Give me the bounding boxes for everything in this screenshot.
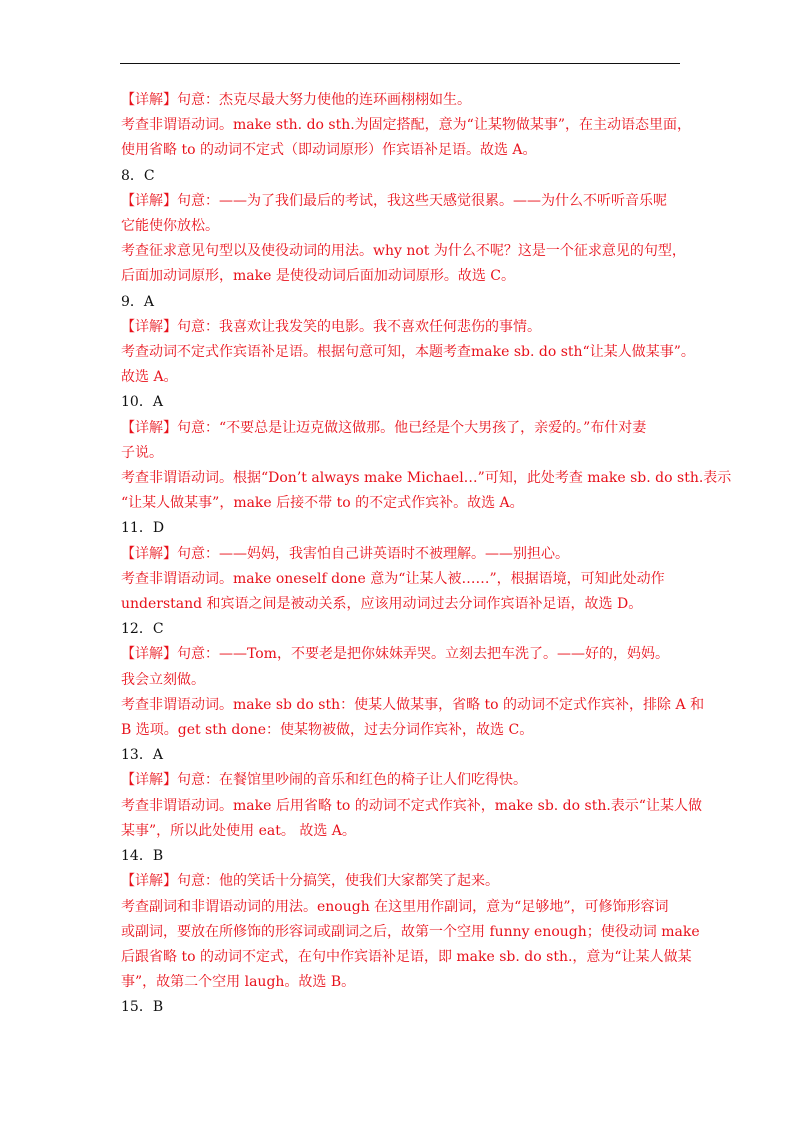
answer-explanations bbox=[121, 88, 732, 1021]
explanation-line: 考查非谓语动词。make sth. do sth.为固定搭配，意为“让某物做某事”，在主动语态里面， bbox=[121, 117, 691, 134]
explanation-line: 事”，故第二个空用 laugh。故选 B。 bbox=[121, 974, 356, 991]
question-number: 14．B bbox=[121, 848, 164, 865]
question-number: 10．A bbox=[121, 394, 163, 411]
question-number: 12．C bbox=[121, 621, 164, 638]
explanation-line: 【详解】句意：他的笑话十分搞笑，使我们大家都笑了起来。 bbox=[121, 873, 499, 890]
explanation-line: 【详解】句意：——Tom，不要老是把你妹妹弄哭。立刻去把车洗了。——好的，妈妈。 bbox=[121, 646, 669, 663]
explanation-line: 考查非谓语动词。make sb do sth：使某人做某事，省略 to 的动词不定式作宾补，排除 A 和 bbox=[121, 696, 705, 713]
explanation-line: 子说。 bbox=[121, 444, 163, 461]
explanation-line: 使用省略 to 的动词不定式（即动词原形）作宾语补足语。故选 A。 bbox=[121, 142, 537, 159]
explanation-line: B 选项。get sth done：使某物被做，过去分词作宾补，故选 C。 bbox=[121, 722, 534, 739]
explanation-line: 【详解】句意：我喜欢让我发笑的电影。我不喜欢任何悲伤的事情。 bbox=[121, 318, 541, 335]
explanation-line: 某事”，所以此处使用 eat。 故选 A。 bbox=[121, 822, 356, 839]
explanation-line: 【详解】句意：“不要总是让迈克做这做那。他已经是个大男孩了，亲爱的。”布什对妻 bbox=[121, 419, 647, 436]
explanation-line: 考查征求意见句型以及使役动词的用法。why not 为什么不呢？这是一个征求意见的句型， bbox=[121, 243, 686, 260]
explanation-line: 【详解】句意：——妈妈，我害怕自己讲英语时不被理解。——别担心。 bbox=[121, 545, 569, 562]
question-number: 8．C bbox=[121, 167, 155, 184]
explanation-line: 后跟省略 to 的动词不定式，在句中作宾语补足语，即 make sb. do sth.，意为“让某人做某 bbox=[121, 948, 692, 965]
explanation-line: 考查非谓语动词。根据“Don’t always make Michael…”可知，此处考查 make sb. do sth.表示 bbox=[121, 470, 732, 487]
explanation-line: 考查动词不定式作宾语补足语。根据句意可知，本题考查make sb. do sth“让某人做某事”。 bbox=[121, 344, 695, 361]
explanation-line: 故选 A。 bbox=[121, 369, 178, 386]
explanation-line: 它能使你放松。 bbox=[121, 218, 219, 235]
question-number: 11．D bbox=[121, 520, 165, 537]
explanation-line: 考查副词和非谓语动词的用法。enough 在这里用作副词，意为“足够地”，可修饰形容词 bbox=[121, 898, 669, 915]
explanation-line: 我会立刻做。 bbox=[121, 671, 205, 688]
explanation-line: 后面加动词原形，make 是使役动词后面加动词原形。故选 C。 bbox=[121, 268, 516, 285]
explanation-line: understand 和宾语之间是被动关系，应该用动词过去分词作宾语补足语，故选 D。 bbox=[121, 596, 643, 613]
explanation-line: 【详解】句意：——为了我们最后的考试，我这些天感觉很累。——为什么不听听音乐呢 bbox=[121, 192, 667, 209]
question-number: 15．B bbox=[121, 999, 164, 1016]
question-number: 13．A bbox=[121, 747, 163, 764]
header-rule bbox=[120, 63, 680, 64]
explanation-line: 【详解】句意：在餐馆里吵闹的音乐和红色的椅子让人们吃得快。 bbox=[121, 772, 527, 789]
explanation-line: 考查非谓语动词。make oneself done 意为“让某人被……”，根据语境，可知此处动作 bbox=[121, 570, 665, 587]
explanation-line: 【详解】句意：杰克尽最大努力使他的连环画栩栩如生。 bbox=[121, 92, 471, 108]
question-number: 9．A bbox=[121, 293, 155, 310]
explanation-line: 考查非谓语动词。make 后用省略 to 的动词不定式作宾补，make sb. do sth.表示“让某人做 bbox=[121, 797, 702, 814]
explanation-line: 或副词，要放在所修饰的形容词或副词之后，故第一个空用 funny enough；使役动词 make bbox=[121, 923, 700, 940]
explanation-line: “让某人做某事”，make 后接不带 to 的不定式作宾补。故选 A。 bbox=[121, 495, 524, 512]
